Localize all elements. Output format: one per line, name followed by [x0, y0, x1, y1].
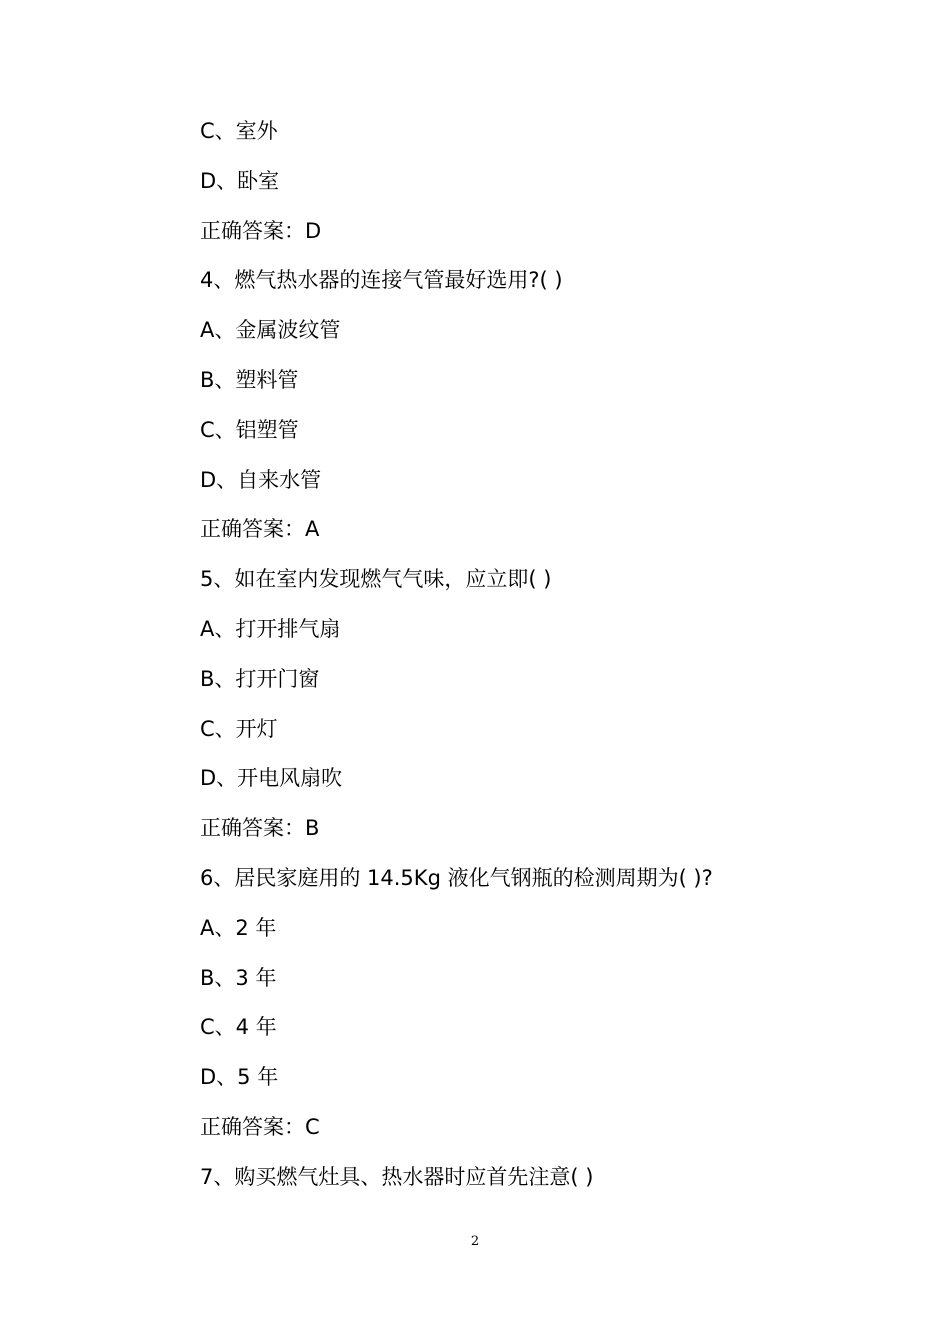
option-c-text: C、开灯: [200, 716, 278, 741]
question-6-text: 6、居民家庭用的 14.5Kg 液化气钢瓶的检测周期为( )?: [200, 865, 713, 890]
option-d-text: D、5 年: [200, 1065, 279, 1090]
question-7-text: 7、购买燃气灶具、热水器时应首先注意( ): [200, 1164, 594, 1189]
option-d-text: D、开电风扇吹: [200, 766, 343, 791]
option-c-text: C、室外: [200, 119, 278, 143]
option-a-text: A、2 年: [200, 915, 277, 940]
page-number: 2: [470, 1234, 480, 1249]
answer-text: 正确答案：C: [200, 1114, 320, 1139]
option-c-text: C、铝塑管: [200, 417, 299, 442]
question-4-text: 4、燃气热水器的连接气管最好选用?( ): [200, 268, 563, 293]
option-c-text: C、4 年: [200, 1015, 277, 1040]
option-a-text: A、打开排气扇: [200, 616, 341, 641]
option-b-text: B、3 年: [200, 965, 277, 990]
option-d-text: D、卧室: [200, 168, 280, 193]
answer-text: 正确答案：B: [200, 816, 320, 841]
option-d-text: D、自来水管: [200, 467, 322, 492]
option-b-text: B、塑料管: [200, 367, 299, 392]
option-a-text: A、金属波纹管: [200, 318, 341, 343]
question-5-text: 5、如在室内发现燃气气味，应立即( ): [200, 567, 552, 592]
answer-text: 正确答案：A: [200, 517, 320, 542]
option-b-text: B、打开门窗: [200, 666, 320, 691]
answer-text: 正确答案：D: [200, 218, 322, 243]
document-body: [200, 113, 840, 1209]
